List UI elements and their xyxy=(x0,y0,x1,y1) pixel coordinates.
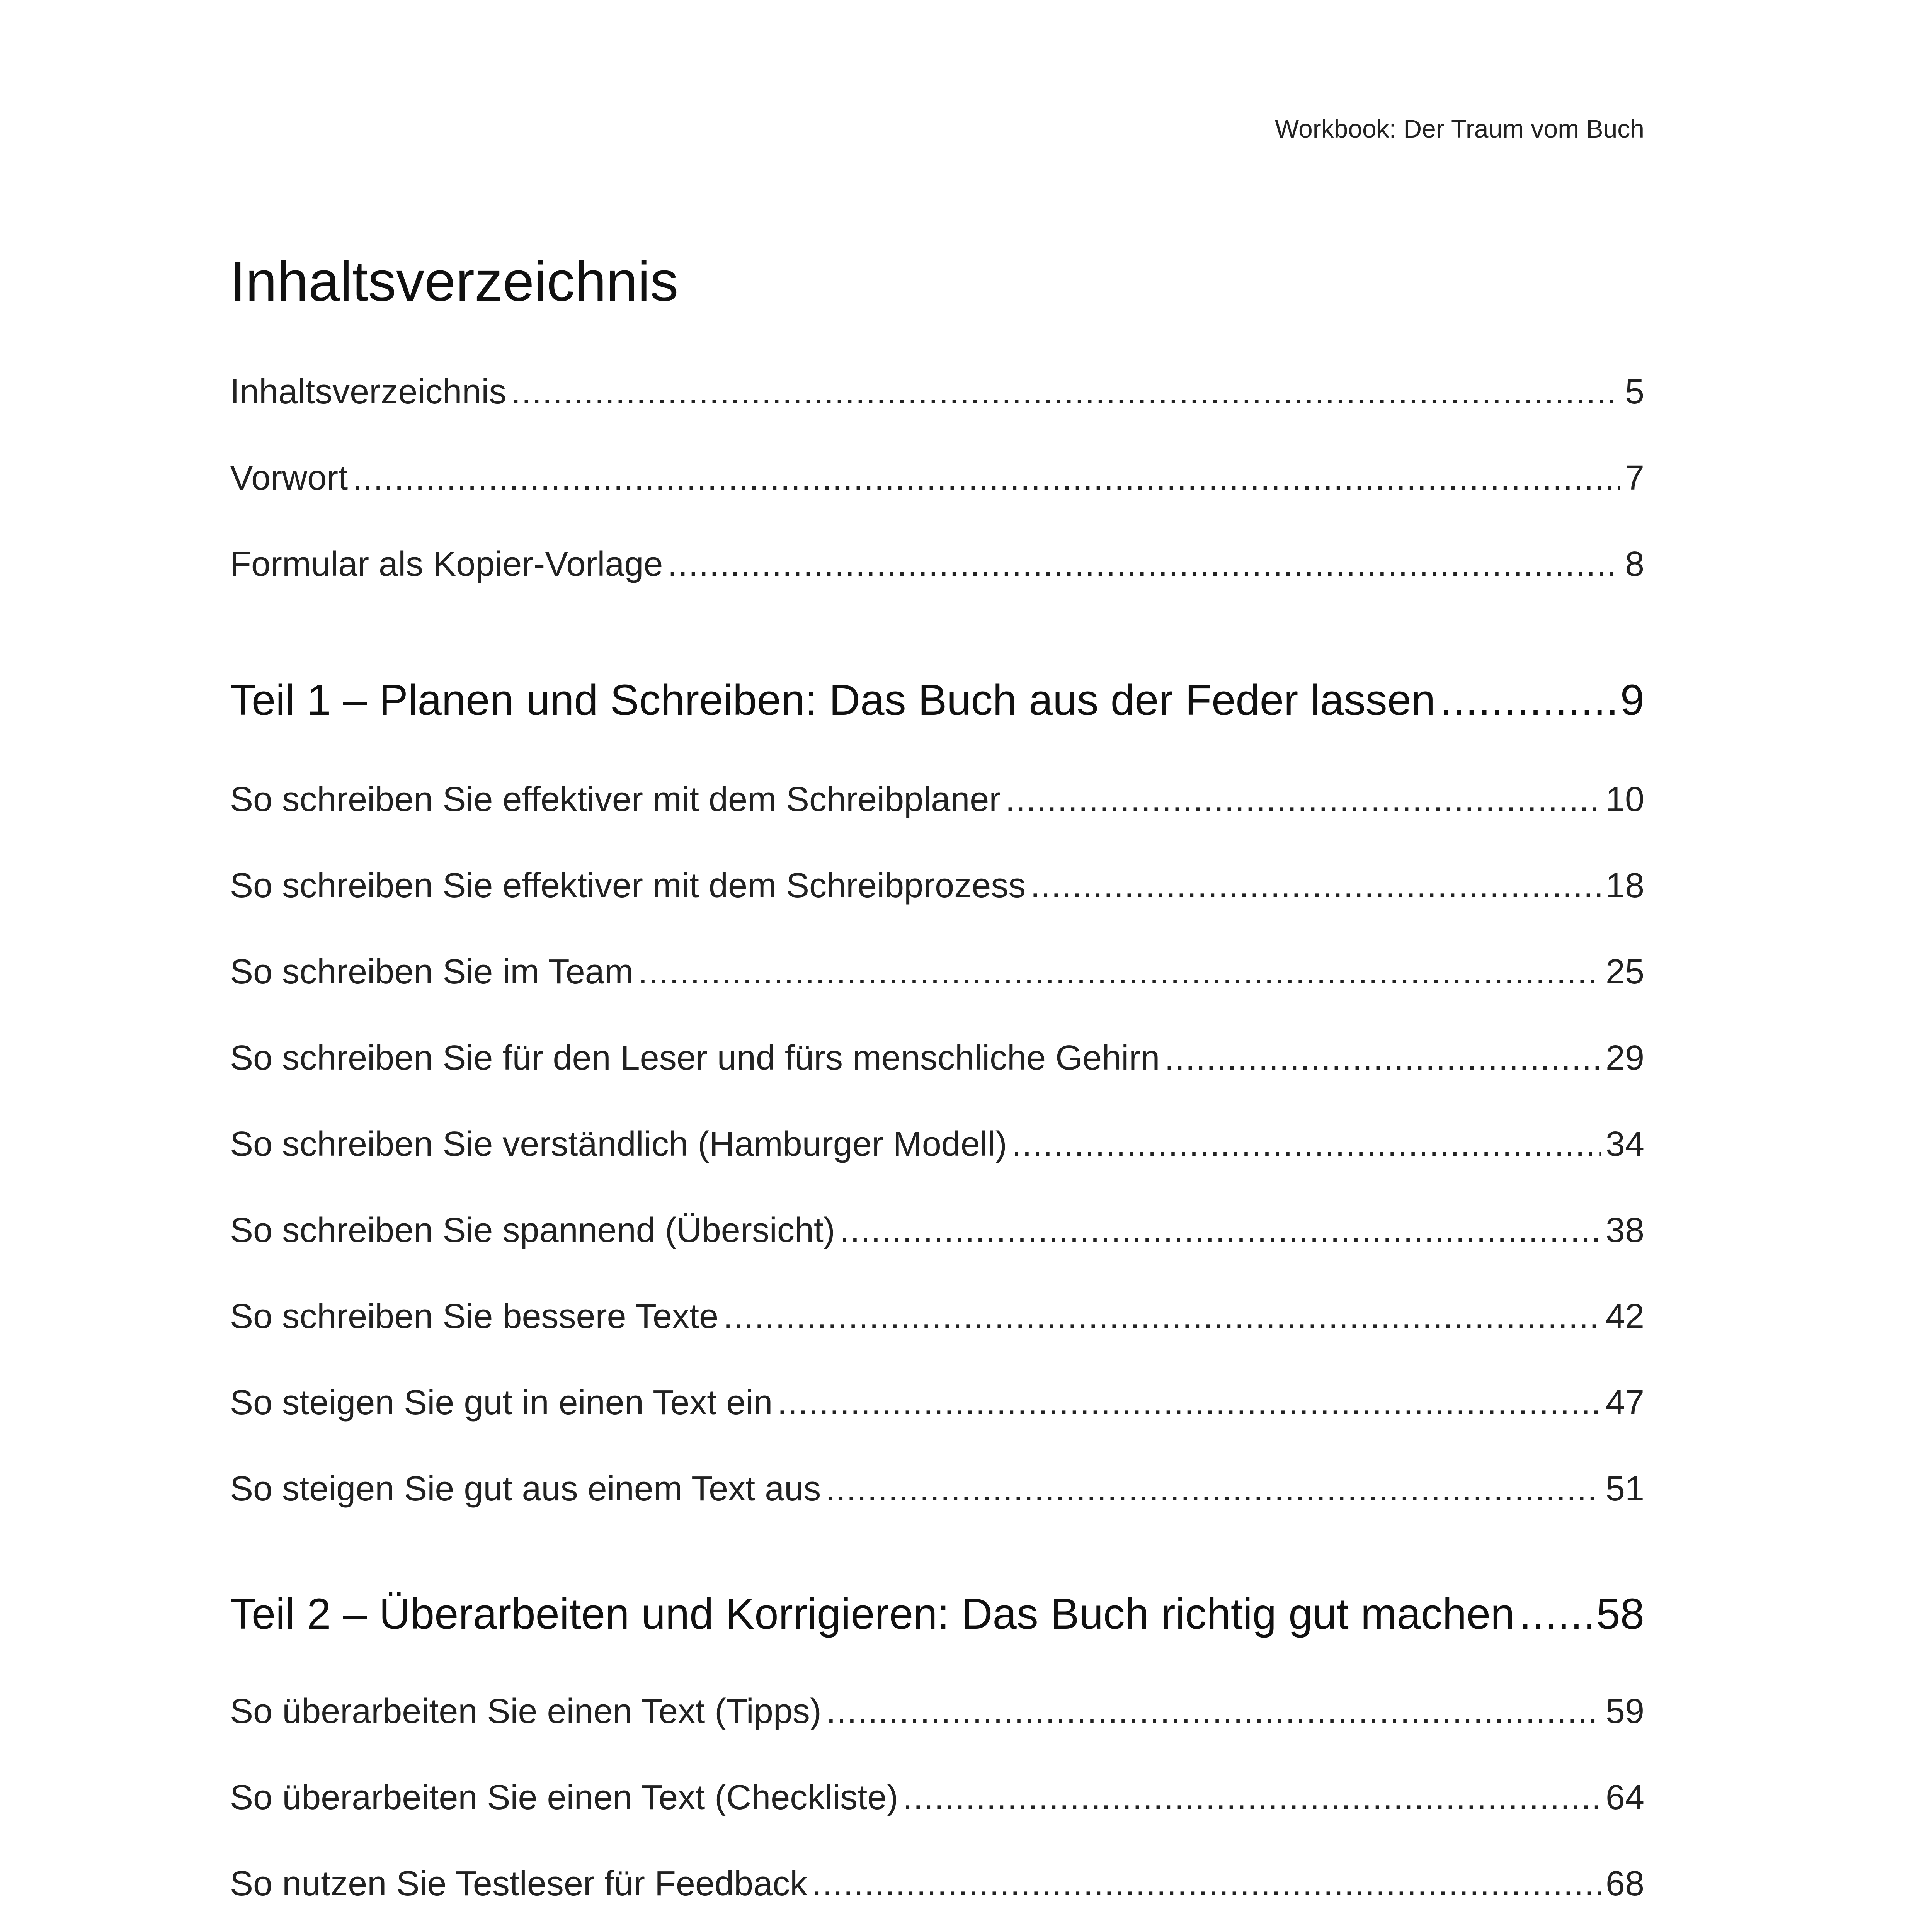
toc-entry-title: So schreiben Sie spannend (Übersicht) xyxy=(230,1211,835,1250)
toc-entry-page: 10 xyxy=(1605,780,1644,819)
toc-entry-title: So schreiben Sie effektiver mit dem Schreibplaner xyxy=(230,780,1001,819)
toc-entry[interactable] xyxy=(230,1382,1644,1423)
toc-leader-dots xyxy=(638,951,1601,993)
toc-entry[interactable] xyxy=(230,1690,1644,1732)
toc-entry[interactable] xyxy=(230,371,1644,413)
toc-entry-page: 51 xyxy=(1605,1469,1644,1508)
toc-entry-page: 42 xyxy=(1605,1297,1644,1336)
toc-part-heading[interactable] xyxy=(230,1588,1644,1640)
toc-entry-title: So nutzen Sie Testleser für Feedback xyxy=(230,1864,808,1903)
toc-part-page: 9 xyxy=(1620,676,1644,724)
toc-entry[interactable] xyxy=(230,1037,1644,1079)
toc-entry[interactable] xyxy=(230,1296,1644,1337)
toc-part-title: Teil 1 – Planen und Schreiben: Das Buch aus der Feder lassen xyxy=(230,676,1436,724)
toc-entry-page: 68 xyxy=(1605,1864,1644,1903)
toc-leader-dots xyxy=(352,457,1620,499)
toc-part-heading[interactable] xyxy=(230,674,1644,726)
toc-leader-dots xyxy=(825,1468,1601,1510)
toc-entry-title: Inhaltsverzeichnis xyxy=(230,372,507,411)
toc-entry-title: So schreiben Sie verständlich (Hamburger Modell) xyxy=(230,1125,1007,1163)
toc-leader-dots xyxy=(1005,779,1601,820)
toc-entry[interactable] xyxy=(230,951,1644,993)
toc-leader-dots xyxy=(723,1296,1601,1337)
toc-leader-dots xyxy=(1440,674,1615,726)
running-header: Workbook: Der Traum vom Buch xyxy=(1274,114,1644,143)
toc-entry-title: So schreiben Sie für den Leser und fürs menschliche Gehirn xyxy=(230,1039,1160,1077)
toc-entry-title: So steigen Sie gut in einen Text ein xyxy=(230,1383,773,1422)
toc-entry[interactable] xyxy=(230,1209,1644,1251)
toc-entry-page: 47 xyxy=(1605,1383,1644,1422)
toc-leader-dots xyxy=(1030,865,1601,906)
page-title: Inhaltsverzeichnis xyxy=(230,250,679,313)
toc-part-page: 58 xyxy=(1596,1590,1644,1638)
toc-entry[interactable] xyxy=(230,1863,1644,1905)
toc-entry-title: Vorwort xyxy=(230,459,348,497)
toc-entry[interactable] xyxy=(230,865,1644,906)
toc-part-title: Teil 2 – Überarbeiten und Korrigieren: Das Buch richtig gut machen xyxy=(230,1590,1515,1638)
toc-leader-dots xyxy=(903,1777,1601,1818)
toc-entry-page: 25 xyxy=(1605,952,1644,991)
toc-leader-dots xyxy=(667,543,1620,585)
toc-entry-title: So überarbeiten Sie einen Text (Tipps) xyxy=(230,1692,822,1731)
toc-entry-page: 34 xyxy=(1605,1125,1644,1163)
toc-entry-title: Formular als Kopier-Vorlage xyxy=(230,545,663,583)
toc-leader-dots xyxy=(1519,1588,1591,1640)
toc-entry[interactable] xyxy=(230,1777,1644,1818)
toc-entry-page: 7 xyxy=(1625,459,1644,497)
toc-leader-dots xyxy=(1164,1037,1601,1079)
toc-entry-title: So überarbeiten Sie einen Text (Checkliste) xyxy=(230,1778,898,1817)
toc-entry-page: 18 xyxy=(1605,866,1644,905)
toc-entry-title: So schreiben Sie im Team xyxy=(230,952,633,991)
toc-leader-dots xyxy=(511,371,1620,413)
toc-entry-title: So steigen Sie gut aus einem Text aus xyxy=(230,1469,821,1508)
toc-leader-dots xyxy=(826,1690,1601,1732)
toc-entry-page: 38 xyxy=(1605,1211,1644,1250)
toc-entry[interactable] xyxy=(230,1123,1644,1165)
toc-entry-title: So schreiben Sie effektiver mit dem Schreibprozess xyxy=(230,866,1026,905)
toc-entry-page: 64 xyxy=(1605,1778,1644,1817)
toc-entry-title: So schreiben Sie bessere Texte xyxy=(230,1297,719,1336)
toc-entry-page: 5 xyxy=(1625,372,1644,411)
toc-entry-page: 8 xyxy=(1625,545,1644,583)
toc-entry[interactable] xyxy=(230,1468,1644,1510)
toc-entry-page: 59 xyxy=(1605,1692,1644,1731)
toc-leader-dots xyxy=(1012,1123,1601,1165)
toc-leader-dots xyxy=(777,1382,1601,1423)
toc-entry[interactable] xyxy=(230,779,1644,820)
toc-entry[interactable] xyxy=(230,543,1644,585)
toc-leader-dots xyxy=(840,1209,1601,1251)
toc-entry-page: 29 xyxy=(1605,1039,1644,1077)
toc-entry[interactable] xyxy=(230,457,1644,499)
toc-leader-dots xyxy=(812,1863,1601,1905)
